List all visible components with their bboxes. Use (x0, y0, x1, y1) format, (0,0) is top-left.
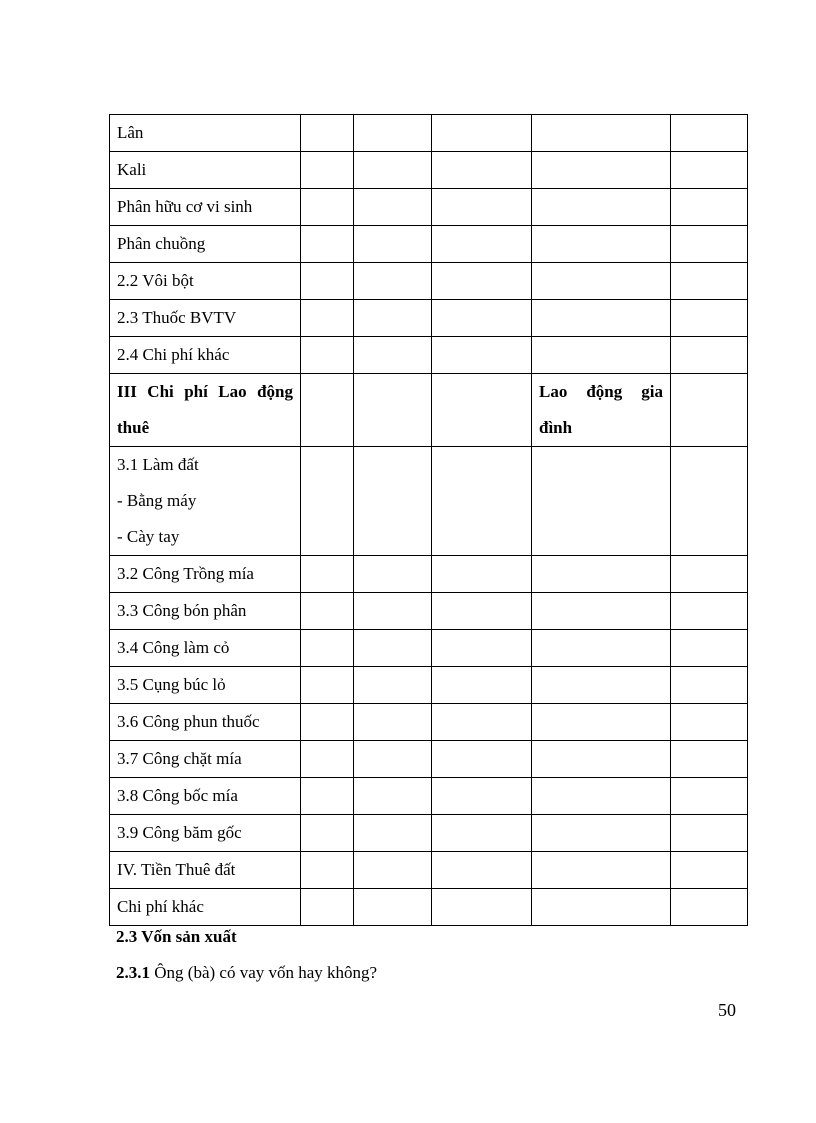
table-cell (532, 778, 671, 815)
table-row (110, 115, 748, 152)
table-cell (432, 115, 532, 152)
table-cell (354, 630, 432, 667)
table-cell (671, 374, 748, 447)
table-cell (671, 667, 748, 704)
table-cell (532, 300, 671, 337)
table-cell (532, 630, 671, 667)
table-cell (432, 741, 532, 778)
table-cell (354, 374, 432, 447)
land-prep-machine: - Bằng máy (117, 491, 197, 510)
cost-table (109, 114, 748, 926)
table-cell (671, 152, 748, 189)
table-cell (671, 741, 748, 778)
table-cell (432, 852, 532, 889)
table-cell (671, 704, 748, 741)
row-label: 2.3 Thuốc BVTV (110, 300, 301, 337)
table-cell (301, 115, 354, 152)
table-cell (532, 815, 671, 852)
table-cell (671, 778, 748, 815)
table-cell (671, 447, 748, 556)
row-label: 3.8 Công bốc mía (110, 778, 301, 815)
table-cell (301, 704, 354, 741)
table-cell (432, 778, 532, 815)
table-cell (354, 667, 432, 704)
row-label: 3.2 Công Trồng mía (110, 556, 301, 593)
land-prep-plow: - Cày tay (117, 527, 180, 546)
table-cell (354, 447, 432, 556)
row-label: IV. Tiền Thuê đất (110, 852, 301, 889)
row-label: Kali (110, 152, 301, 189)
table-cell (671, 852, 748, 889)
table-cell (432, 630, 532, 667)
table-cell (671, 815, 748, 852)
table-cell (432, 300, 532, 337)
table-cell (301, 593, 354, 630)
table-cell (532, 115, 671, 152)
table-cell (432, 152, 532, 189)
table-cell (301, 300, 354, 337)
table-cell (532, 152, 671, 189)
table-cell (532, 741, 671, 778)
row-label: 3.6 Công phun thuốc (110, 704, 301, 741)
table-row (110, 741, 748, 778)
table-cell (354, 115, 432, 152)
family-labor-header-line2: đình (539, 418, 573, 437)
table-cell (301, 337, 354, 374)
table-cell (354, 593, 432, 630)
row-label: 3.9 Công băm gốc (110, 815, 301, 852)
table-row-labor-header (110, 374, 748, 447)
table-row (110, 593, 748, 630)
table-cell (301, 152, 354, 189)
table-row (110, 630, 748, 667)
table-cell (532, 889, 671, 926)
table-row (110, 815, 748, 852)
table-cell (532, 226, 671, 263)
table-cell (301, 741, 354, 778)
table-cell (432, 593, 532, 630)
table-cell (671, 593, 748, 630)
table-cell (354, 152, 432, 189)
table-row (110, 889, 748, 926)
table-row (110, 189, 748, 226)
table-cell (301, 226, 354, 263)
table-row (110, 667, 748, 704)
table-cell (432, 374, 532, 447)
table-row (110, 152, 748, 189)
table-cell (432, 337, 532, 374)
table-cell (671, 889, 748, 926)
table-cell (532, 593, 671, 630)
table-cell (432, 447, 532, 556)
land-prep-label: 3.1 Làm đất (117, 455, 199, 474)
row-label: Lân (110, 115, 301, 152)
row-label: Chi phí khác (110, 889, 301, 926)
table-cell (354, 300, 432, 337)
table-row (110, 337, 748, 374)
table-cell (671, 300, 748, 337)
table-row (110, 300, 748, 337)
table-cell (354, 189, 432, 226)
table-cell (432, 556, 532, 593)
table-cell (671, 556, 748, 593)
table-cell (301, 889, 354, 926)
table-cell (301, 263, 354, 300)
table-cell (532, 667, 671, 704)
row-label: 3.7 Công chặt mía (110, 741, 301, 778)
table-cell (354, 889, 432, 926)
row-label: 3.4 Công làm cỏ (110, 630, 301, 667)
table-cell (354, 852, 432, 889)
table-cell (301, 189, 354, 226)
family-labor-header-line1: Lao động gia (539, 382, 663, 401)
section-heading: 2.3 Vốn sản xuất (116, 927, 237, 946)
labor-cost-header-line1: III Chi phí Lao động (117, 382, 293, 401)
row-label: 2.4 Chi phí khác (110, 337, 301, 374)
table-row (110, 556, 748, 593)
table-cell (432, 189, 532, 226)
table-cell (532, 556, 671, 593)
table-cell (301, 447, 354, 556)
table-cell (301, 815, 354, 852)
row-label: Phân hữu cơ vi sinh (110, 189, 301, 226)
table-cell (432, 815, 532, 852)
row-label: 3.5 Cụng búc lỏ (110, 667, 301, 704)
family-labor-header (532, 374, 671, 447)
table-cell (301, 630, 354, 667)
question-text: Ông (bà) có vay vốn hay không? (150, 963, 378, 982)
table-cell (301, 852, 354, 889)
table-cell (671, 115, 748, 152)
table-cell (354, 704, 432, 741)
table-cell (354, 263, 432, 300)
labor-cost-header-line2: thuê (117, 418, 150, 437)
table-cell (671, 226, 748, 263)
table-cell (301, 374, 354, 447)
question-number: 2.3.1 (116, 963, 150, 982)
table-cell (671, 630, 748, 667)
table-row (110, 226, 748, 263)
table-cell (532, 852, 671, 889)
table-row (110, 704, 748, 741)
page-number: 50 (718, 1000, 736, 1020)
table-cell (432, 263, 532, 300)
table-row-land-prep (110, 447, 748, 556)
row-label: 3.3 Công bón phân (110, 593, 301, 630)
table-cell (432, 667, 532, 704)
table-row (110, 778, 748, 815)
table-cell (432, 889, 532, 926)
table-cell (532, 447, 671, 556)
table-cell (432, 226, 532, 263)
row-label: 2.2 Vôi bột (110, 263, 301, 300)
table-cell (301, 667, 354, 704)
labor-cost-header (110, 374, 301, 447)
table-cell (354, 226, 432, 263)
table-cell (301, 556, 354, 593)
table-cell (671, 337, 748, 374)
table-cell (432, 704, 532, 741)
table-cell (532, 704, 671, 741)
table-cell (354, 741, 432, 778)
table-cell (532, 263, 671, 300)
table-cell (354, 815, 432, 852)
table-row (110, 852, 748, 889)
table-cell (354, 778, 432, 815)
table-cell (354, 556, 432, 593)
question (116, 961, 377, 985)
row-label: Phân chuồng (110, 226, 301, 263)
table-cell (532, 337, 671, 374)
table-cell (301, 778, 354, 815)
table-cell (671, 189, 748, 226)
table-cell (354, 337, 432, 374)
table-cell (532, 189, 671, 226)
table-row (110, 263, 748, 300)
table-cell (671, 263, 748, 300)
land-prep-cell (110, 447, 301, 556)
